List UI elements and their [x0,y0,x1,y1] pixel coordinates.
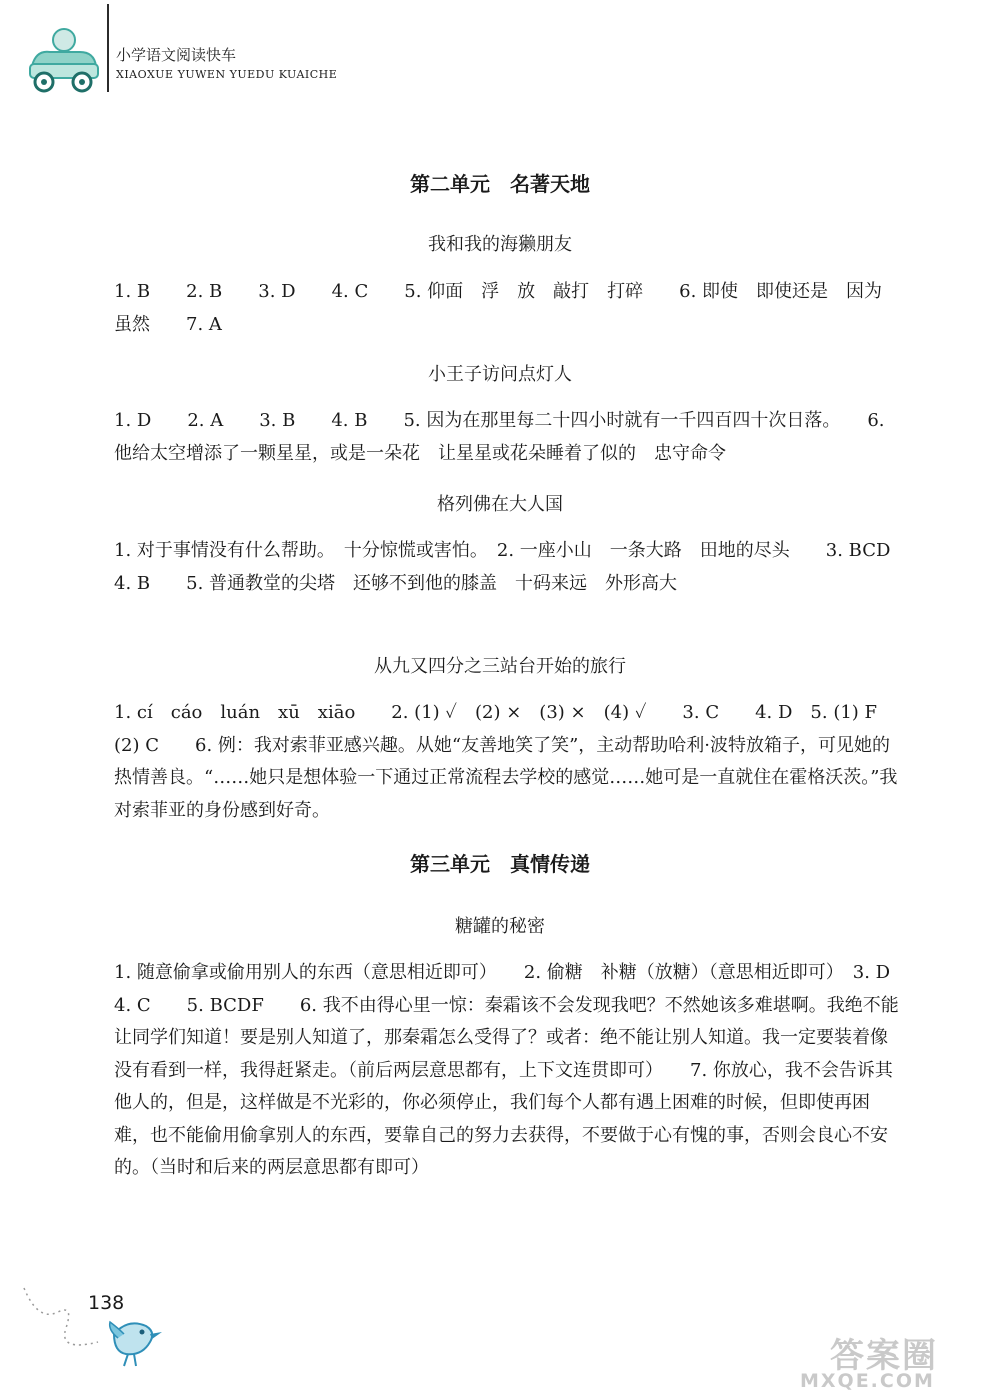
header-divider [107,4,109,92]
section-title: 我和我的海獭朋友 [428,234,572,255]
section-title: 糖罐的秘密 [455,916,545,937]
answer-paragraph: 1. D 2. A 3. B 4. B 5. 因为在那里每二十四小时就有一千四百四十次日落。 6. 他给太空增添了一颗星星，或是一朵花 让星星或花朵睡着了似的 忠守命令 [114,410,885,464]
watermark-top-text: 答案圈 [830,1336,938,1376]
section-title: 格列佛在大人国 [437,494,563,515]
car-with-kids-logo-icon [26,24,102,96]
answer-paragraph: 1. 对于事情没有什么帮助。 十分惊慌或害怕。 2. 一座小山 一条大路 田地的尽头 3. BCD 4. B 5. 普通教堂的尖塔 还够不到他的膝盖 十码来远 外形高大 [114,540,927,594]
book-subtitle: XIAOXUE YUWEN YUEDU KUAICHE [116,68,338,81]
unit-title-text: 第三单元 真情传递 [410,852,590,876]
watermark-bottom-text: MXQE.COM [800,1370,935,1392]
page-header [0,0,1000,110]
unit-title [0,168,1000,197]
watermark-logo [800,1328,985,1392]
section-title: 从九又四分之三站台开始的旅行 [374,656,626,677]
unit-title-text: 第二单元 名著天地 [410,172,590,196]
answer-paragraph: 1. cí cáo luán xū xiāo 2. (1) ✓ (2) × (3) × (4) ✓ 3. C 4. D 5. (1) F (2) C 6. 例：我对索菲亚感兴趣。从她“友善地笑了笑”，主动帮助哈利·波特放箱子，可见她的热情善良。“……她只是想体验一下通过正常流程去学校的感觉……她可是一直就住在霍格沃茨。”我对索菲亚的身份感到好奇。 [114,702,898,821]
answer-paragraph: 1. 随意偷拿或偷用别人的东西（意思相近即可） 2. 偷糖 补糖（放糖）（意思相近即可） 3. D 4. C 5. BCDF 6. 我不由得心里一惊：秦霜该不会发现我吧？不然她该多难堪啊。我绝不能让同学们知道！要是别人知道了，那秦霜怎么受得了？或者：绝不能让别人知道。我一定要装着像没有看到一样，我得赶紧走。（前后两层意思都有，上下文连贯即可） 7. 你放心，我不会告诉其他人的，但是，这样做是不光彩的，你必须停止，我们每个人都有遇上困难的时候，但即使再困难，也不能偷用偷拿别人的东西，要靠自己的努力去获得，不要做于心有愧的事，否则会良心不安的。（当时和后来的两层意思都有即可） [114,962,927,1178]
book-title: 小学语文阅读快车 [116,46,237,64]
unit-title [0,848,1000,877]
answer-paragraph: 1. B 2. B 3. D 4. C 5. 仰面 浮 放 敲打 打碎 6. 即使 即使还是 因为 虽然 7. A [114,281,901,335]
page-number: 138 [88,1292,125,1314]
section-title: 小王子访问点灯人 [428,364,572,385]
